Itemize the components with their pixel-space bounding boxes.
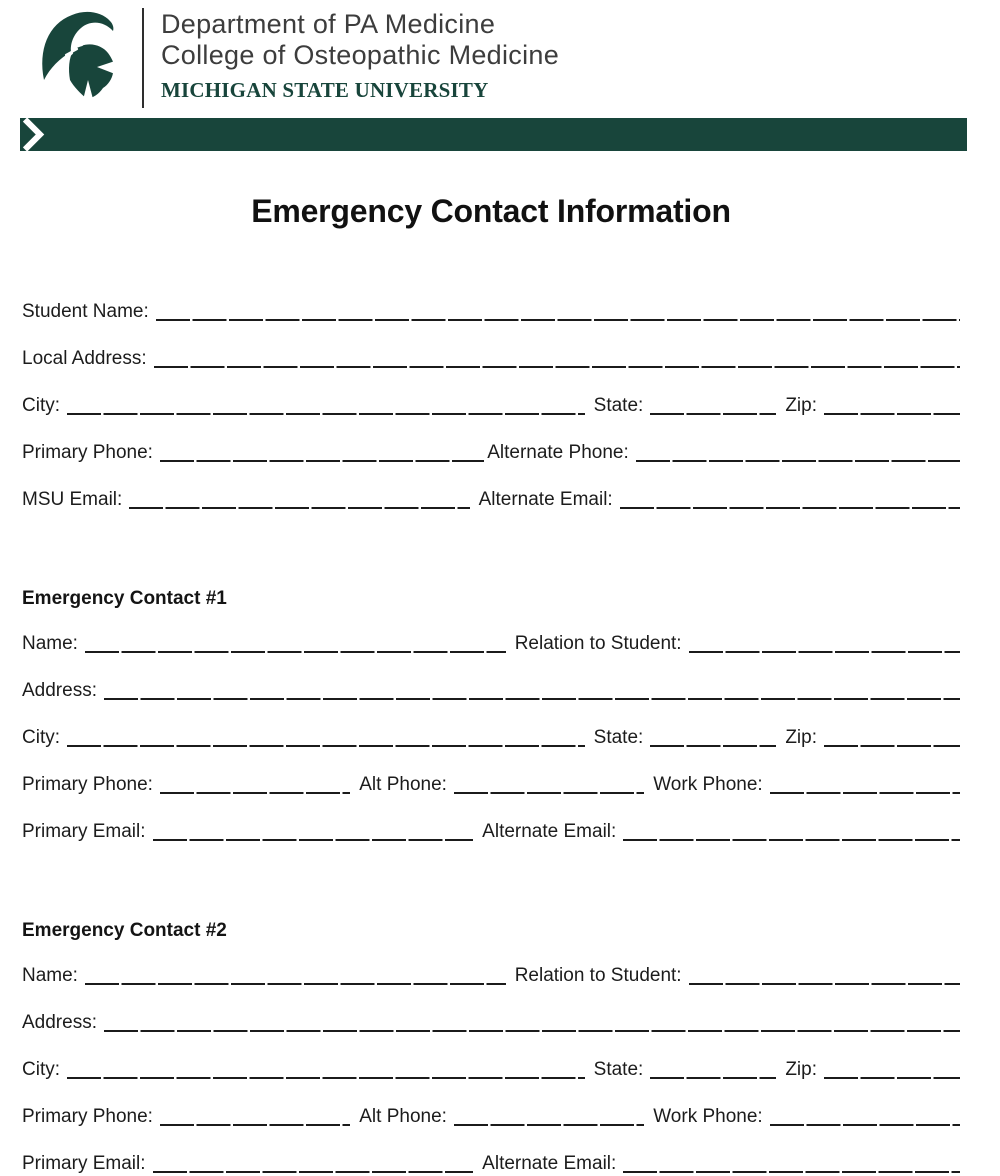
contact1-email-row bbox=[22, 817, 960, 844]
letterhead bbox=[0, 0, 1000, 108]
contact2-relation-label: Relation to Student: bbox=[514, 965, 682, 986]
contact2-heading: Emergency Contact #2 bbox=[22, 920, 227, 941]
contact1-city-row bbox=[22, 723, 960, 750]
student-msu-email-line[interactable] bbox=[129, 485, 469, 512]
student-state-line[interactable] bbox=[650, 391, 776, 418]
contact1-relation-label: Relation to Student: bbox=[514, 633, 682, 654]
student-alternate-email-label: Alternate Email: bbox=[478, 489, 613, 510]
contact2-state-line[interactable] bbox=[650, 1055, 776, 1082]
contact2-zip-line[interactable] bbox=[824, 1055, 960, 1082]
student-name-row bbox=[22, 297, 960, 324]
student-primary-phone-label: Primary Phone: bbox=[22, 442, 153, 463]
contact2-name-row bbox=[22, 961, 960, 988]
student-phone-row bbox=[22, 438, 960, 465]
student-alternate-phone-line[interactable] bbox=[636, 438, 960, 465]
contact2-name-label: Name: bbox=[22, 965, 78, 986]
local-address-label: Local Address: bbox=[22, 348, 147, 369]
contact2-state-label: State: bbox=[593, 1059, 644, 1080]
contact2-address-label: Address: bbox=[22, 1012, 97, 1033]
contact2-email-row bbox=[22, 1149, 960, 1176]
contact2-relation-line[interactable] bbox=[689, 961, 960, 988]
header-divider bbox=[142, 8, 144, 108]
student-city-row bbox=[22, 391, 960, 418]
contact1-primary-phone-label: Primary Phone: bbox=[22, 774, 153, 795]
contact1-address-label: Address: bbox=[22, 680, 97, 701]
msu-spartan-helmet-icon bbox=[33, 8, 133, 107]
student-alternate-email-line[interactable] bbox=[620, 485, 960, 512]
contact1-name-line[interactable] bbox=[85, 629, 506, 656]
contact2-address-line[interactable] bbox=[104, 1008, 960, 1035]
student-zip-line[interactable] bbox=[824, 391, 960, 418]
contact1-alternate-email-label: Alternate Email: bbox=[482, 821, 617, 842]
contact1-work-phone-line[interactable] bbox=[770, 770, 960, 797]
student-alternate-phone-label: Alternate Phone: bbox=[487, 442, 629, 463]
student-primary-phone-line[interactable] bbox=[160, 438, 484, 465]
student-state-label: State: bbox=[593, 395, 644, 416]
msu-email-label: MSU Email: bbox=[22, 489, 123, 510]
contact1-state-label: State: bbox=[593, 727, 644, 748]
student-city-line[interactable] bbox=[67, 391, 585, 418]
contact1-primary-phone-line[interactable] bbox=[160, 770, 350, 797]
student-email-row bbox=[22, 485, 960, 512]
emergency-contact-form bbox=[0, 297, 1000, 1176]
contact1-primary-email-label: Primary Email: bbox=[22, 821, 146, 842]
contact2-phone-row bbox=[22, 1102, 960, 1129]
college-name: College of Osteopathic Medicine bbox=[161, 40, 560, 70]
contact1-primary-email-line[interactable] bbox=[153, 817, 474, 844]
contact2-address-row bbox=[22, 1008, 960, 1035]
contact2-city-label: City: bbox=[22, 1059, 60, 1080]
contact1-address-row bbox=[22, 676, 960, 703]
contact1-name-label: Name: bbox=[22, 633, 78, 654]
contact2-city-row bbox=[22, 1055, 960, 1082]
green-banner bbox=[20, 118, 967, 151]
contact1-name-row bbox=[22, 629, 960, 656]
contact1-city-line[interactable] bbox=[67, 723, 585, 750]
student-name-label: Student Name: bbox=[22, 301, 149, 322]
contact1-phone-row bbox=[22, 770, 960, 797]
contact2-work-phone-line[interactable] bbox=[770, 1102, 960, 1129]
department-name: Department of PA Medicine bbox=[161, 9, 496, 39]
contact1-work-phone-label: Work Phone: bbox=[653, 774, 763, 795]
contact2-primary-phone-label: Primary Phone: bbox=[22, 1106, 153, 1127]
student-local-address-line[interactable] bbox=[154, 344, 960, 371]
contact2-alternate-email-label: Alternate Email: bbox=[482, 1153, 617, 1174]
contact2-alt-phone-line[interactable] bbox=[454, 1102, 644, 1129]
contact1-heading: Emergency Contact #1 bbox=[22, 588, 227, 609]
local-address-row bbox=[22, 344, 960, 371]
contact2-name-line[interactable] bbox=[85, 961, 506, 988]
student-name-line[interactable] bbox=[156, 297, 960, 324]
chevron-right-icon bbox=[20, 118, 47, 151]
contact2-primary-email-line[interactable] bbox=[153, 1149, 474, 1176]
university-wordmark: MICHIGAN STATE UNIVERSITY bbox=[161, 78, 489, 102]
contact2-city-line[interactable] bbox=[67, 1055, 585, 1082]
contact2-work-phone-label: Work Phone: bbox=[653, 1106, 763, 1127]
contact1-alt-phone-label: Alt Phone: bbox=[359, 774, 447, 795]
student-city-label: City: bbox=[22, 395, 60, 416]
contact1-zip-label: Zip: bbox=[785, 727, 817, 748]
form-title: Emergency Contact Information bbox=[251, 193, 731, 229]
contact2-primary-email-label: Primary Email: bbox=[22, 1153, 146, 1174]
student-zip-label: Zip: bbox=[785, 395, 817, 416]
contact2-alt-phone-label: Alt Phone: bbox=[359, 1106, 447, 1127]
contact1-state-line[interactable] bbox=[650, 723, 776, 750]
contact2-primary-phone-line[interactable] bbox=[160, 1102, 350, 1129]
contact1-alt-phone-line[interactable] bbox=[454, 770, 644, 797]
contact1-zip-line[interactable] bbox=[824, 723, 960, 750]
contact2-zip-label: Zip: bbox=[785, 1059, 817, 1080]
contact2-alternate-email-line[interactable] bbox=[623, 1149, 960, 1176]
contact1-address-line[interactable] bbox=[104, 676, 960, 703]
contact1-relation-line[interactable] bbox=[689, 629, 960, 656]
contact1-alternate-email-line[interactable] bbox=[623, 817, 960, 844]
contact1-city-label: City: bbox=[22, 727, 60, 748]
